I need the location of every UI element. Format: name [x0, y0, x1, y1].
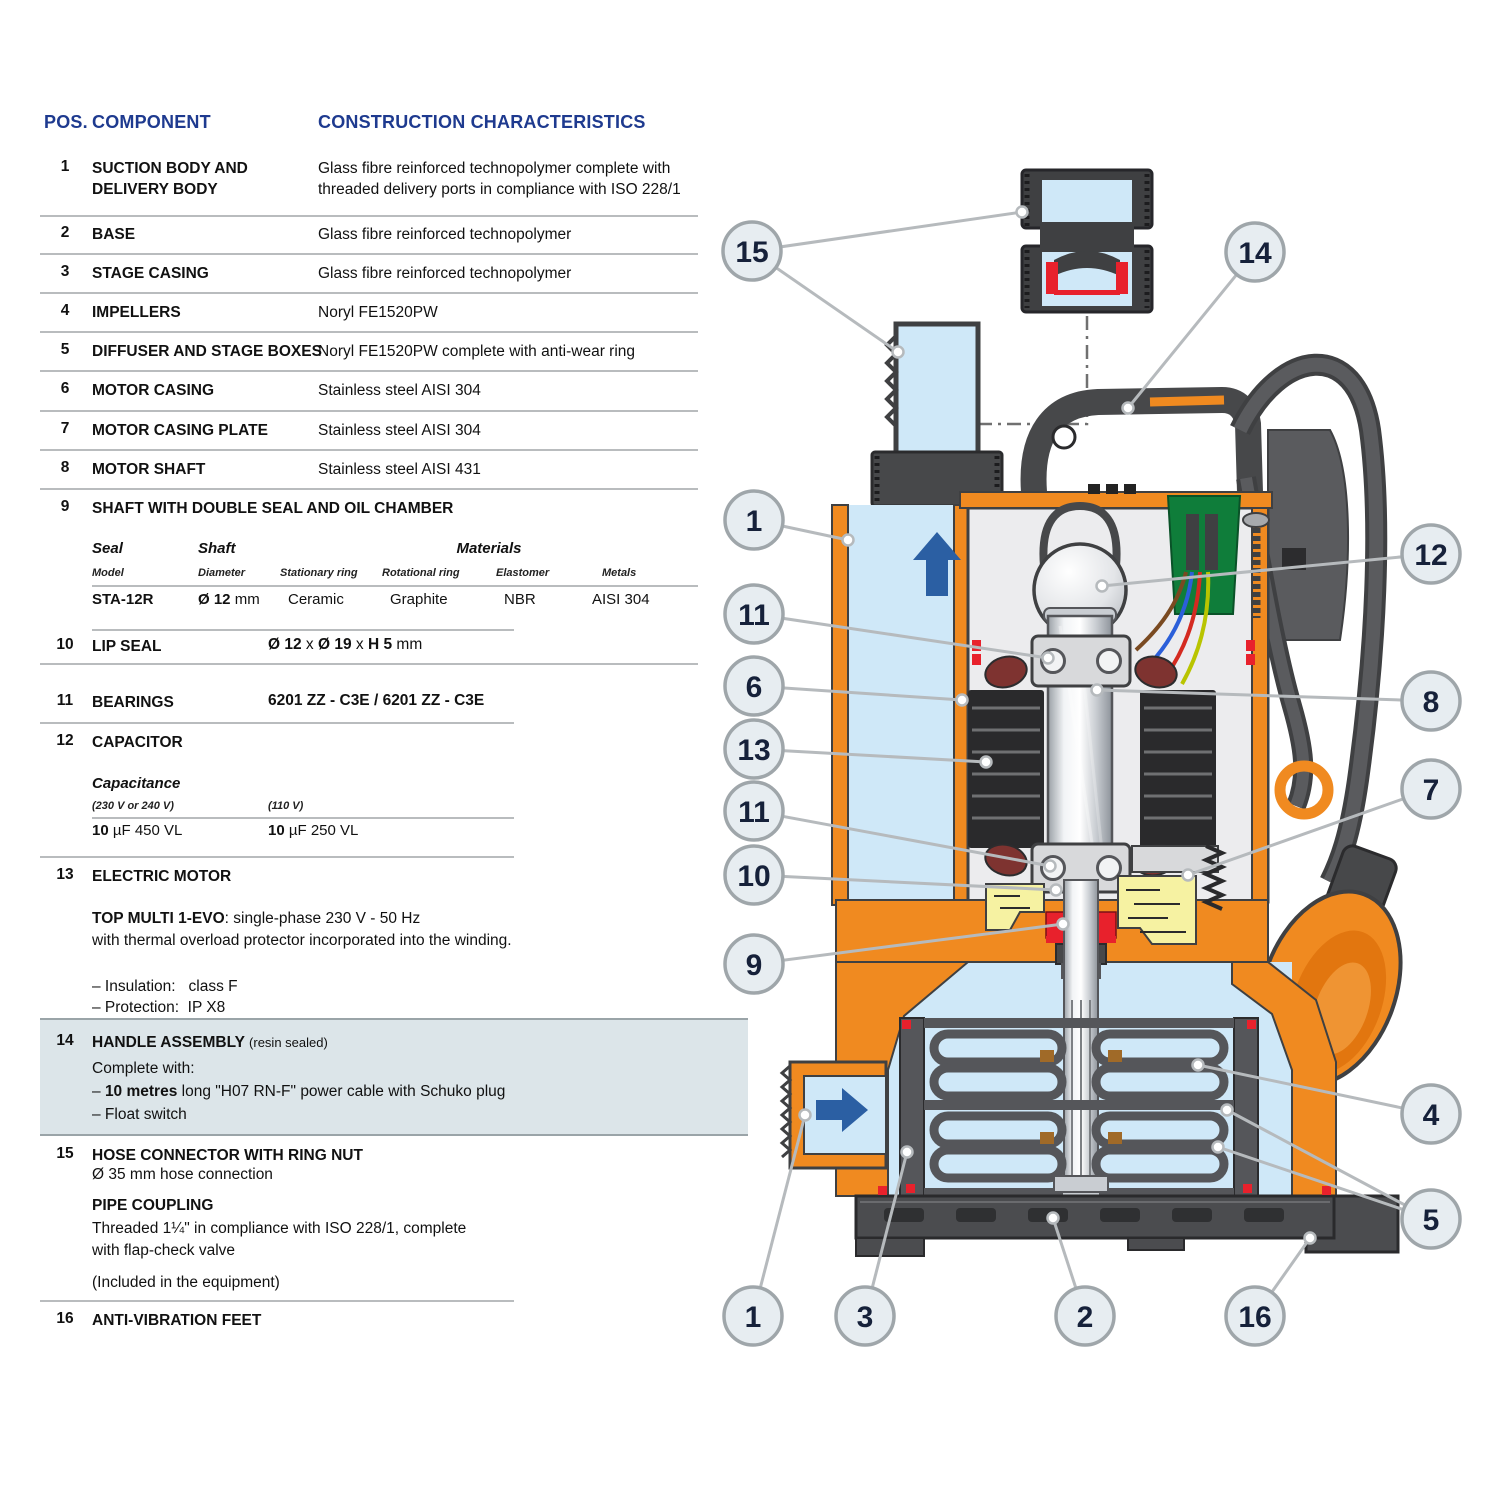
pump-diagram — [700, 140, 1500, 1370]
handle — [1034, 400, 1250, 492]
handle-hole — [1053, 426, 1075, 448]
col-header-component: COMPONENT — [92, 112, 211, 132]
capacitance-val2: 10 µF 250 VL — [268, 822, 359, 839]
svg-text:9: 9 — [745, 949, 763, 982]
stage-casing-right — [1234, 1018, 1258, 1196]
intake-port — [782, 1062, 886, 1168]
seal-val-stationary: Ceramic — [288, 591, 344, 608]
handle-cable-line: – 10 metres long "H07 RN-F" power cable with Schuko plug — [92, 1083, 506, 1100]
handle-note: (resin sealed) — [249, 1035, 328, 1050]
row-component: SUCTION BODY AND DELIVERY BODY — [92, 160, 248, 198]
svg-text:3: 3 — [856, 1301, 874, 1334]
divider — [40, 331, 698, 333]
motor-windings — [968, 690, 1044, 848]
row-component: ELECTRIC MOTOR — [92, 868, 232, 885]
row-pos: 5 — [60, 341, 70, 358]
base — [856, 1186, 1398, 1256]
seal-val-diameter: Ø 12 mm — [198, 591, 260, 608]
svg-text:15: 15 — [735, 236, 769, 269]
col-header-characteristics: CONSTRUCTION CHARACTERISTICS — [318, 112, 646, 132]
row-pos: 3 — [60, 263, 70, 280]
row-pos: 2 — [60, 224, 70, 241]
divider — [40, 856, 514, 858]
row-component: LIP SEAL — [92, 638, 162, 655]
row-characteristics: Glass fibre reinforced technopolymer — [318, 226, 572, 243]
handle-float-line: – Float switch — [92, 1106, 187, 1123]
motor-insulation: – Insulation: class F — [92, 978, 238, 995]
divider — [40, 663, 698, 665]
row-component: BEARINGS — [92, 694, 174, 711]
materials-group-label: Materials — [456, 540, 522, 557]
seal-val-model: STA-12R — [92, 591, 154, 608]
divider — [92, 585, 698, 587]
row-characteristics: Noryl FE1520PW complete with anti-wear ring — [318, 343, 636, 360]
handle-complete: Complete with: — [92, 1060, 195, 1077]
svg-text:2: 2 — [1076, 1301, 1094, 1334]
row-characteristics: Noryl FE1520PW — [318, 304, 438, 321]
pipe-coupling-cutaway — [1022, 170, 1152, 312]
row-component: MOTOR CASING PLATE — [92, 422, 268, 439]
row-characteristics: Stainless steel AISI 431 — [318, 461, 481, 478]
row-component: MOTOR CASING — [92, 382, 214, 399]
svg-text:13: 13 — [737, 734, 771, 767]
pipe-coupling-title: PIPE COUPLING — [92, 1197, 214, 1214]
callout-16 — [1226, 1233, 1316, 1346]
capacitance-col2: (110 V) — [268, 800, 304, 812]
row-component: IMPELLERS — [92, 304, 181, 321]
seal-group-label: Seal — [92, 540, 123, 557]
svg-text:1: 1 — [744, 1301, 762, 1334]
row-pos: 6 — [60, 380, 70, 397]
row-pos: 8 — [60, 459, 70, 476]
delivery-channel — [846, 505, 968, 905]
seal-col-elastomer: Elastomer — [496, 567, 550, 579]
row-component: MOTOR SHAFT — [92, 461, 206, 478]
row-pos: 1 — [60, 158, 70, 175]
row-component: SHAFT WITH DOUBLE SEAL AND OIL CHAMBER — [92, 500, 454, 517]
svg-text:4: 4 — [1422, 1099, 1440, 1132]
row-component: CAPACITOR — [92, 734, 183, 751]
svg-text:12: 12 — [1414, 539, 1448, 572]
row-component: HOSE CONNECTOR WITH RING NUT — [92, 1147, 363, 1164]
divider — [40, 488, 698, 490]
divider — [40, 253, 698, 255]
divider — [40, 215, 698, 217]
svg-text:11: 11 — [738, 599, 770, 632]
row-characteristics: Stainless steel AISI 304 — [318, 422, 481, 439]
hose-connection: Ø 35 mm hose connection — [92, 1166, 273, 1183]
svg-text:16: 16 — [1238, 1301, 1272, 1334]
row-characteristics: Glass fibre reinforced technopolymer — [318, 265, 572, 282]
svg-text:7: 7 — [1422, 774, 1440, 807]
svg-text:6: 6 — [745, 671, 763, 704]
seal-col-diameter: Diameter — [198, 567, 246, 579]
row-pos: 4 — [60, 302, 70, 319]
seal-col-stationary: Stationary ring — [280, 567, 358, 579]
svg-text:5: 5 — [1422, 1204, 1440, 1237]
svg-text:1: 1 — [745, 505, 763, 538]
row-component: ANTI-VIBRATION FEET — [92, 1312, 262, 1329]
screw — [1243, 513, 1269, 527]
spec-table — [40, 0, 752, 1500]
capacitance-col1: (230 V or 240 V) — [92, 800, 174, 812]
anti-vibration-foot-left — [856, 1238, 924, 1256]
row-pos: 15 — [56, 1145, 74, 1162]
row-pos: 9 — [60, 498, 70, 515]
row-pos: 10 — [56, 636, 74, 653]
motor-description: TOP MULTI 1-EVO: single-phase 230 V - 50 Hz with thermal overload protector incorporated into the winding. — [92, 910, 512, 949]
row-pos: 11 — [56, 692, 74, 709]
lip-seal-value: Ø 12 x Ø 19 x H 5 mm — [268, 636, 423, 653]
divider — [40, 410, 698, 412]
row-characteristics: Stainless steel AISI 304 — [318, 382, 481, 399]
divider — [40, 449, 698, 451]
row-pos: 14 — [56, 1032, 74, 1049]
row-pos: 16 — [56, 1310, 74, 1327]
capacitance-title: Capacitance — [92, 775, 181, 792]
seal-val-rotational: Graphite — [390, 591, 448, 608]
callout-1 — [724, 1110, 811, 1346]
col-header-pos: POS. — [44, 112, 88, 132]
row-pos: 7 — [60, 420, 70, 437]
motor-protection: – Protection: IP X8 — [92, 999, 226, 1016]
svg-text:8: 8 — [1422, 686, 1440, 719]
row-pos: 13 — [56, 866, 74, 883]
capacitance-val1: 10 µF 450 VL — [92, 822, 183, 839]
divider — [40, 1300, 514, 1302]
seal-col-model: Model — [92, 567, 124, 579]
exterior-casing — [1268, 430, 1348, 640]
bearings-value: 6201 ZZ - C3E / 6201 ZZ - C3E — [268, 692, 485, 709]
callout-15 — [723, 207, 1028, 358]
row-component: HANDLE ASSEMBLY (resin sealed) — [92, 1034, 328, 1051]
row-component: STAGE CASING — [92, 265, 209, 282]
row-pos: 12 — [56, 732, 74, 749]
shaft-group-label: Shaft — [198, 540, 236, 557]
seal-val-elastomer: NBR — [504, 591, 536, 608]
row-characteristics: Glass fibre reinforced technopolymer complete with threaded delivery ports in compliance with ISO 228/1 — [318, 160, 681, 198]
seal-val-metals: AISI 304 — [592, 591, 650, 608]
divider — [92, 629, 514, 631]
row-component: DIFFUSER AND STAGE BOXES — [92, 343, 322, 360]
pipe-coupling-desc: Threaded 1¼" in compliance with ISO 228/1, complete with flap-check valve — [92, 1220, 467, 1259]
svg-text:14: 14 — [1238, 237, 1272, 270]
divider — [40, 370, 698, 372]
row-component: BASE — [92, 226, 136, 243]
divider — [92, 817, 514, 819]
divider — [40, 292, 698, 294]
included-note: (Included in the equipment) — [92, 1274, 280, 1291]
seal-col-metals: Metals — [602, 567, 637, 579]
svg-text:10: 10 — [737, 860, 771, 893]
seal-col-rotational: Rotational ring — [382, 567, 460, 579]
svg-text:11: 11 — [738, 796, 770, 829]
divider — [40, 722, 514, 724]
